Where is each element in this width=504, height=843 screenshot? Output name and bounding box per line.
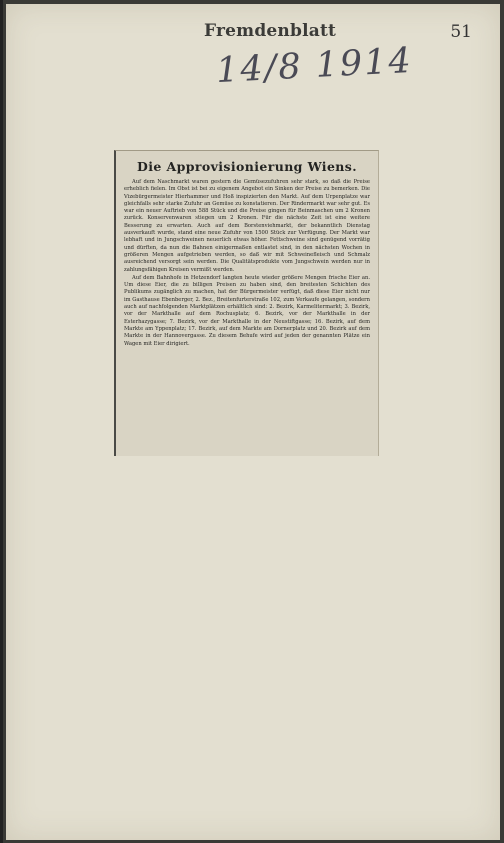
article-title: Die Approvisionierung Wiens. bbox=[137, 159, 357, 174]
article-paragraph-1: Auf dem Naschmarkt waren gestern die Gemüsezufuhren sehr stark, so daß die Preise erheblich fielen. Im Obst ist bei zu eigenem Angebot ein Sinken der Preise zu bemerken. Die Vizebürgermeister Hierhammer und Hoß inspizierten den Markt. Auf dem Urpenplatze war gleichfalls sehr starke Zufuhr an Gemüse zu konstatieren. Der Rindermarkt war sehr gut. Es war ein neuer Auftrieb von 588 Stück und die Preise gingen für Beinmaschen um 2 Kronen zurück. Konservenwaren stiegen um 2 Kronen. Für die nächste Zeit ist eine weitere Besserung zu erwarten. Auch auf dem Borstenviehmarkt, der bekanntlich Dienstag ausverkauft wurde, stand eine neue Zufuhr von 1500 Stück zur Verfügung. Der Markt war lebhaft und in Jungschweinen neuerlich etwas höher. Fettschweine sind genügend vorrätig und dürften, da nun die Bahnen einigermaßen entlastet sind, in den nächsten Wochen in größeren Mengen aufgetrieben werden, so daß wir mit Schweinefleisch und Schmalz ausreichend versorgt sein werden. Die Qualitätsprodukte vom Jungschwein werden nur in zahlungsfähigen Kreisen vermißt werden. bbox=[124, 179, 370, 273]
scan-edge bbox=[0, 0, 3, 843]
handwritten-date: 14/8 1914 bbox=[215, 40, 414, 92]
article-paragraph-2: Auf dem Bahnhofe in Hetzendorf langten heute wieder größere Mengen frische Eier an. Um diese Eier, die zu billigen Preisen zu haben sind, den breitesten Schichten des Publikums zugänglich zu machen, hat der Bürgermeister verfügt, daß diese Eier nicht nur im Gasthause Ebenberger, 2. Bez., Breitenfurterstraße 102, zum Verkaufe gelangen, sondern auch auf nachfolgenden Marktplätzen erhältlich sind: 2. Bezirk, Karmelitermarkt; 3. Bezirk, vor der Markthalle auf dem Rochusplatz; 6. Bezirk, vor der Markthalle in der Esterhazygasse; 7. Bezirk, vor der Markthalle in der Neustiftgasse; 16. Bezirk, auf dem Markte am Yppenplatz; 17. Bezirk, auf dem Markte am Dornerplatz und 20. Bezirk auf dem Markte in der Hannovergasse. Zu diesem Behufe wird auf jeden der genannten Plätze ein Wagen mit Eier dirigiert. bbox=[124, 274, 370, 347]
newspaper-stamp: Fremdenblatt bbox=[204, 21, 337, 41]
archive-sheet bbox=[6, 4, 500, 840]
newspaper-clipping bbox=[114, 150, 379, 456]
page-number: 51 bbox=[450, 22, 472, 42]
